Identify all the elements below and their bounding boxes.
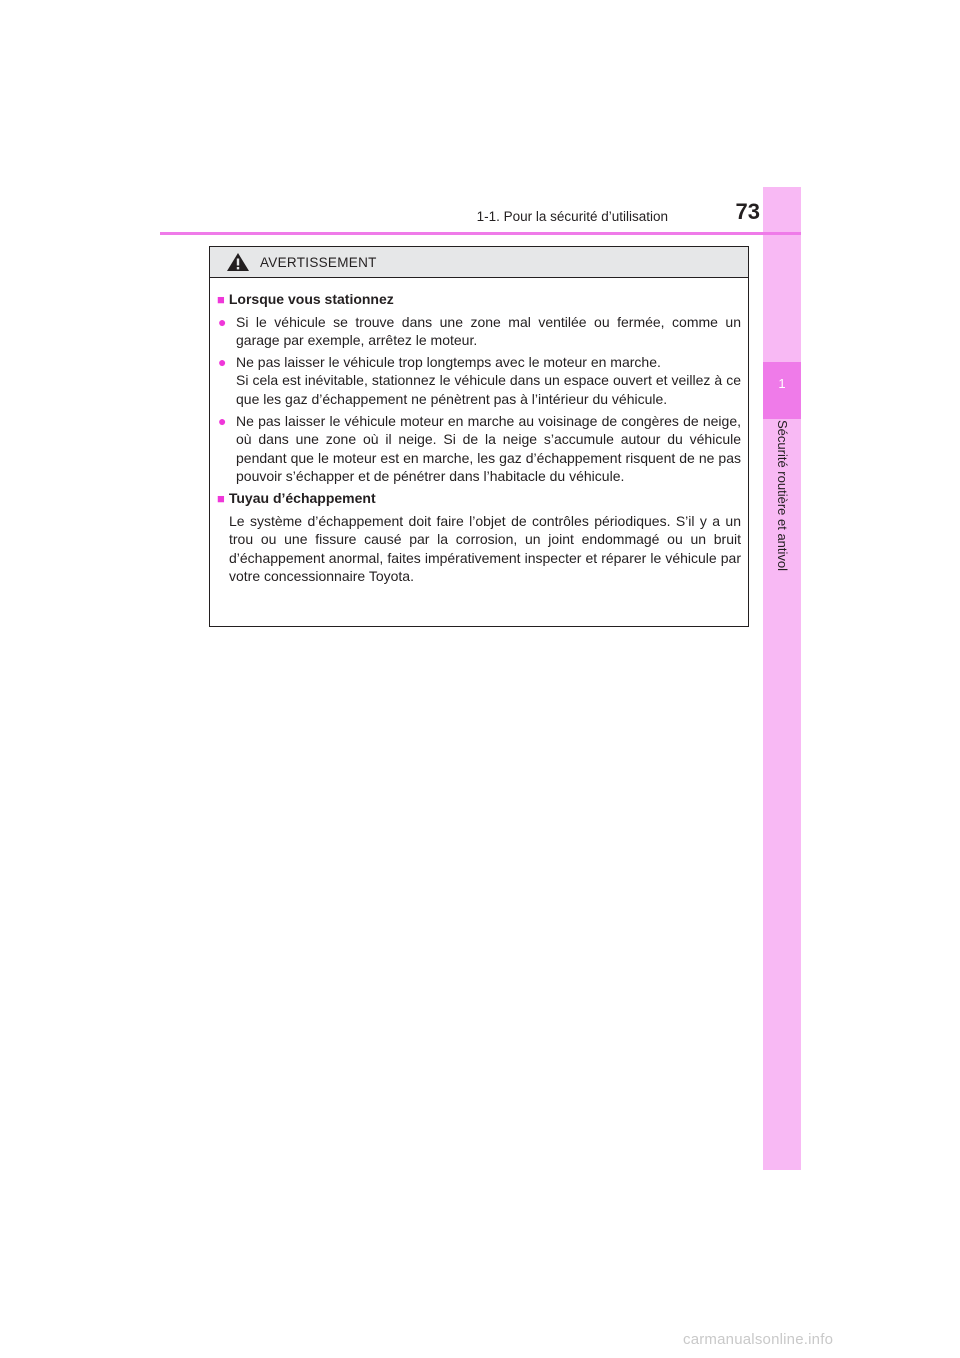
page-number: 73 xyxy=(735,199,760,224)
square-bullet-icon: ■ xyxy=(217,292,225,307)
warning-title: AVERTISSEMENT xyxy=(260,254,377,270)
section-exhaust xyxy=(217,489,741,586)
chapter-title: Sécurité routière et antivol xyxy=(775,420,790,572)
section-title: 1-1. Pour la sécurité d’utilisation xyxy=(476,209,668,224)
square-bullet-icon: ■ xyxy=(217,490,225,506)
section-heading: ■ Lorsque vous stationnez xyxy=(217,290,741,310)
circle-bullet-icon: ● xyxy=(218,313,227,330)
list-item: ● Si le véhicule se trouve dans une zone mal ventilée ou fermée, comme un garage par exemple, arrêtez le moteur. xyxy=(218,313,741,349)
section-parking xyxy=(217,290,741,486)
warning-header xyxy=(210,247,748,278)
list-item: ● Ne pas laisser le véhicule moteur en marche au voisinage de congères de neige, où dans une zone où il neige. Si de la neige s’accumule autour du véhicule pendant que le moteur est en marche, les gaz d’échappement risquent de ne pas pouvoir s’échapper et de pénétrer dans l’habitacle du véhicule. xyxy=(218,412,741,485)
watermark: carmanualsonline.info xyxy=(683,1331,960,1358)
section-heading: ■ Tuyau d’échappement xyxy=(217,489,741,509)
warning-body xyxy=(210,278,748,586)
chapter-number: 1 xyxy=(778,376,786,391)
warning-triangle-icon xyxy=(226,252,250,272)
header-rule xyxy=(160,232,801,235)
side-tab xyxy=(763,187,801,1170)
paragraph: Le système d’échappement doit faire l’objet de contrôles périodiques. S’il y a un trou ou une fissure causé par la corrosion, un joint endommagé ou un bruit d’échappement anormal, faites impérativement inspecter et réparer le véhicule par votre concessionnaire Toyota. xyxy=(229,512,741,585)
circle-bullet-icon: ● xyxy=(218,353,227,370)
circle-bullet-icon: ● xyxy=(218,412,227,429)
list-item: ● Ne pas laisser le véhicule trop longtemps avec le moteur en marche. Si cela est inévitable, stationnez le véhicule dans un espace ouvert et veillez à ce que les gaz d’échappement ne pénètrent pas à l’intérieur du véhicule. xyxy=(218,353,741,407)
warning-box xyxy=(209,246,749,627)
